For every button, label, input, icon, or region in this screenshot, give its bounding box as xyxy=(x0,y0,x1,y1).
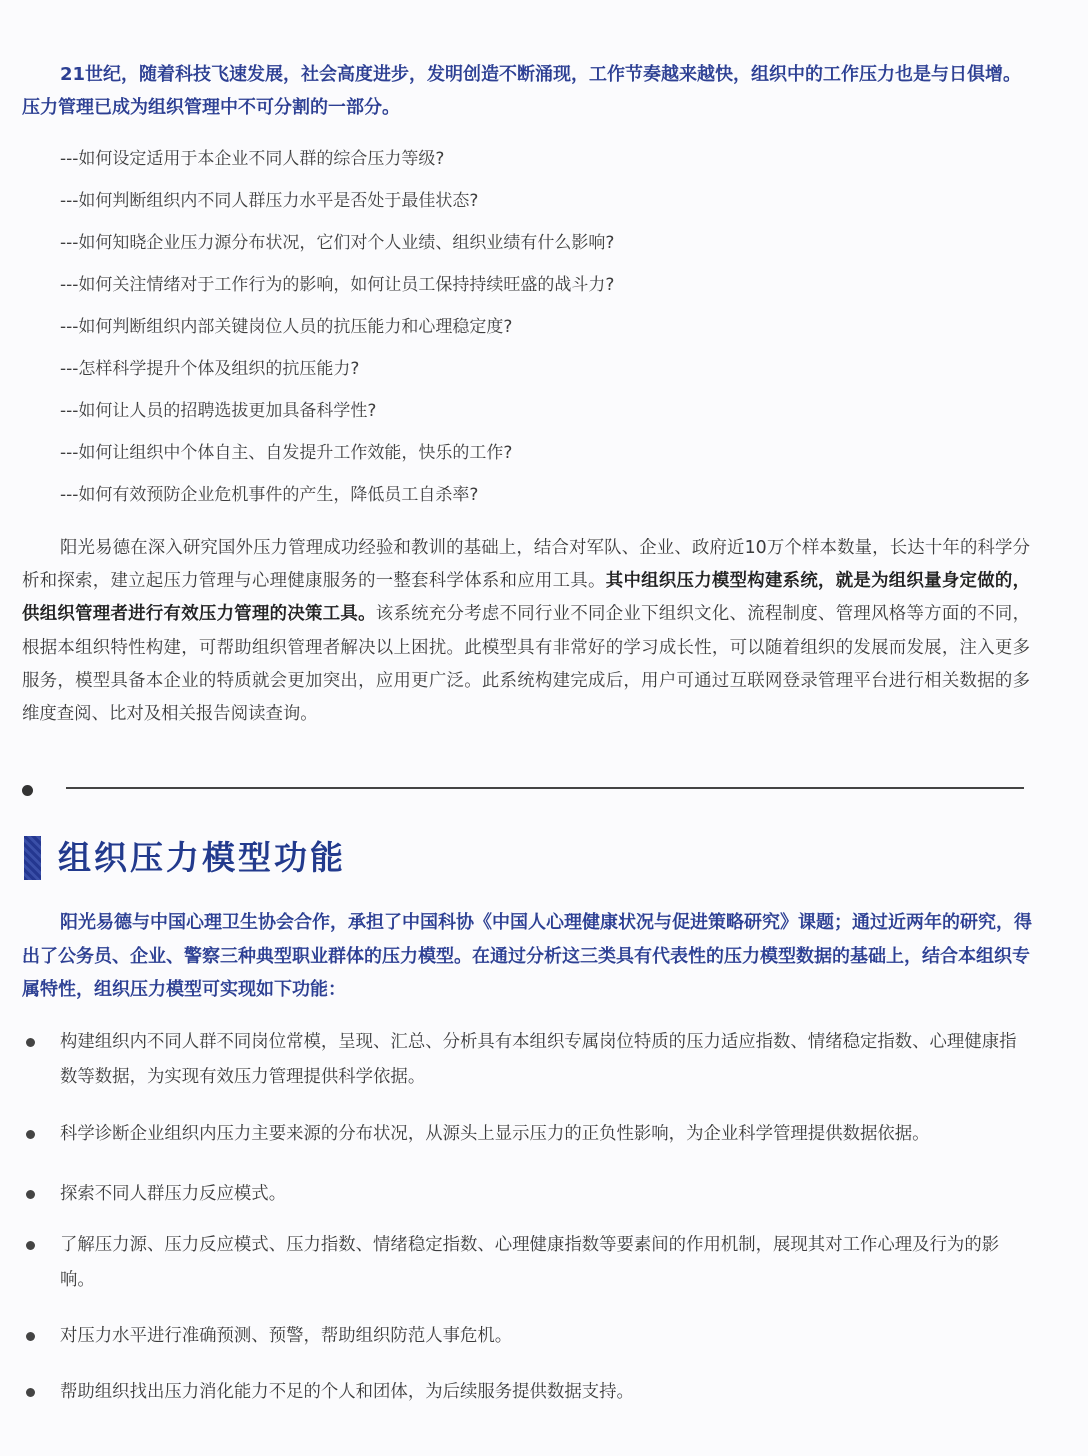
section-divider xyxy=(22,781,1024,795)
question-list xyxy=(60,142,614,520)
question-item: ---如何让组织中个体自主、自发提升工作效能，快乐的工作? xyxy=(60,443,513,463)
question-item: ---如何让人员的招聘选拔更加具备科学性? xyxy=(60,401,377,421)
feature-text: 探索不同人群压力反应模式。 xyxy=(60,1184,287,1204)
bullet-icon xyxy=(26,1241,35,1250)
section-title: 组织压力模型功能 xyxy=(58,838,346,877)
question-item: ---如何有效预防企业危机事件的产生，降低员工自杀率? xyxy=(60,485,479,505)
bullet-icon xyxy=(26,1038,35,1047)
bullet-icon xyxy=(26,1332,35,1341)
body-paragraph xyxy=(22,532,1030,731)
feature-text: 科学诊断企业组织内压力主要来源的分布状况，从源头上显示压力的正负性影响，为企业科学管理提供数据依据。 xyxy=(60,1124,930,1144)
body-text-bold: 其中组织压力模型构建系统，就是为组织量身定做的，供组织管理者进行有效压力管理的决策工具。 xyxy=(22,571,1030,625)
body-text-part2: 该系统充分考虑不同行业不同企业下组织文化、流程制度、管理风格等方面的不同，根据本组织特性构建，可帮助组织管理者解决以上困扰。此模型具有非常好的学习成长性，可以随着组织的发展而发展，注入更多服务，模型具备本企业的特质就会更加突出，应用更广泛。此系统构建完成后，用户可通过互联网登录管理平台进行相关数据的多维度查阅、比对及相关报告阅读查询。 xyxy=(22,604,1030,725)
feature-text: 构建组织内不同人群不同岗位常模，呈现、汇总、分析具有本组织专属岗位特质的压力适应指数、情绪稳定指数、心理健康指数等数据，为实现有效压力管理提供科学依据。 xyxy=(60,1032,1017,1087)
section-intro-paragraph: 阳光易德与中国心理卫生协会合作，承担了中国科协《中国人心理健康状况与促进策略研究》课题；通过近两年的研究，得出了公务员、企业、警察三种典型职业群体的压力模型。在通过分析这三类具有代表性的压力模型数据的基础上，结合本组织专属特性，组织压力模型可实现如下功能： xyxy=(22,912,1032,1000)
question-item: ---如何关注情绪对于工作行为的影响，如何让员工保持持续旺盛的战斗力? xyxy=(60,275,615,295)
bullet-icon xyxy=(26,1130,35,1139)
section-marker-bar xyxy=(24,836,41,880)
divider-line xyxy=(66,787,1024,789)
feature-text: 帮助组织找出压力消化能力不足的个人和团体，为后续服务提供数据支持。 xyxy=(60,1382,634,1402)
bullet-icon xyxy=(26,1190,35,1199)
question-item: ---如何设定适用于本企业不同人群的综合压力等级? xyxy=(60,149,445,169)
intro-paragraph: 21世纪，随着科技飞速发展，社会高度进步，发明创造不断涌现，工作节奏越来越快，组织中的工作压力也是与日俱增。压力管理已成为组织管理中不可分割的一部分。 xyxy=(22,64,1022,118)
bullet-icon xyxy=(26,1388,35,1397)
question-item: ---如何判断组织内不同人群压力水平是否处于最佳状态? xyxy=(60,191,479,211)
body-text-part1: 阳光易德在深入研究国外压力管理成功经验和教训的基础上，结合对军队、企业、政府近10万个样本数量，长达十年的科学分析和探索，建立起压力管理与心理健康服务的一整套科学体系和应用工具。 xyxy=(22,538,1030,592)
divider-dot xyxy=(22,785,33,796)
feature-text: 对压力水平进行准确预测、预警，帮助组织防范人事危机。 xyxy=(60,1326,513,1346)
question-item: ---如何知晓企业压力源分布状况，它们对个人业绩、组织业绩有什么影响? xyxy=(60,233,615,253)
feature-text: 了解压力源、压力反应模式、压力指数、情绪稳定指数、心理健康指数等要素间的作用机制，展现其对工作心理及行为的影响。 xyxy=(60,1235,1000,1290)
question-item: ---如何判断组织内部关键岗位人员的抗压能力和心理稳定度? xyxy=(60,317,513,337)
question-item: ---怎样科学提升个体及组织的抗压能力? xyxy=(60,359,360,379)
